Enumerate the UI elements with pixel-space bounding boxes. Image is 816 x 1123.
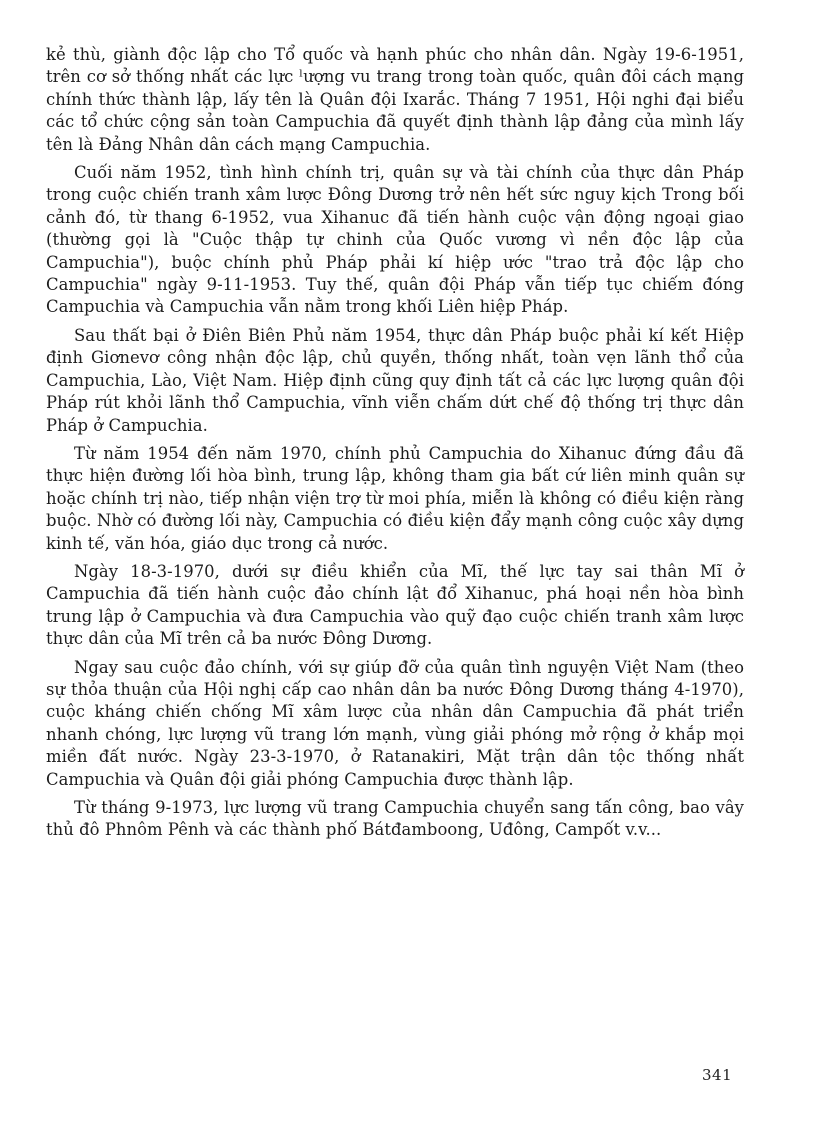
- paragraph-5: Ngày 18-3-1970, dưới sự điều khiển của Mĩ, thế lực tay sai thân Mĩ ở Campuchia đã tiến hành cuộc đảo chính lật đổ Xihanuc, phá hoại nền hòa bình trung lập ở Campuchia và đưa Campuchia vào quỹ đạo cuộc chiến tranh xâm lược thực dân của Mĩ trên cả ba nước Đông Dương.: [46, 561, 744, 649]
- paragraph-7: Từ tháng 9-1973, lực lượng vũ trang Campuchia chuyển sang tấn công, bao vây thủ đô Phnôm Pênh và các thành phố Bátđamboong, Uđông, Campốt v.v...: [46, 798, 744, 840]
- paragraph-3: Sau thất bại ở Điên Biên Phủ năm 1954, thực dân Pháp buộc phải kí kết Hiệp định Giơnevơ công nhận độc lập, chủ quyền, thống nhất, toàn vẹn lãnh thổ của Campuchia, Lào, Việt Nam. Hiệp định cũng quy định tất cả các lực lượng quân đội Pháp rút khỏi lãnh thổ Campuchia, vĩnh viễn chấm dứt chế độ thống trị thực dân Pháp ở Campuchia.: [46, 325, 744, 435]
- paragraph-4: Từ năm 1954 đến năm 1970, chính phủ Campuchia do Xihanuc đứng đầu đã thực hiện đường lối hòa bình, trung lập, không tham gia bất cứ liên minh quân sự hoặc chính trị nào, tiếp nhận viện trợ từ moi phía, miễn là không có điều kiện ràng buộc. Nhờ có đường lối này, Campuchia có điều kiện đẩy mạnh công cuộc xây dựng kinh tế, văn hóa, giáo dục trong cả nước.: [46, 443, 744, 553]
- page-number: 341: [702, 1066, 733, 1084]
- paragraph-6: Ngay sau cuộc đảo chính, với sự giúp đỡ của quân tình nguyện Việt Nam (theo sự thỏa thuận của Hội nghị cấp cao nhân dân ba nước Đông Dương tháng 4-1970), cuộc kháng chiến chống Mĩ xâm lược của nhân dân Campuchia đã phát triển nhanh chóng, lực lượng vũ trang lớn mạnh, vùng giải phóng mở rộng ở khắp mọi miền đất nước. Ngày 23-3-1970, ở Ratanakiri, Mặt trận dân tộc thống nhất Campuchia và Quân đội giải phóng Campuchia được thành lập.: [46, 657, 744, 789]
- paragraph-2: Cuối năm 1952, tình hình chính trị, quân sự và tài chính của thực dân Pháp trong cuộc chiến tranh xâm lược Đông Dương trở nên hết sức nguy kịch Trong bối cảnh đó, từ thang 6-1952, vua Xihanuc đã tiến hành cuộc vận động ngoại giao (thường gọi là "Cuộc thập tự chinh của Quốc vương vì nền độc lập của Campuchia"), buộc chính phủ Pháp phải kí hiệp ước "trao trả độc lập cho Campuchia" ngày 9-11-1953. Tuy thế, quân đội Pháp vẫn tiếp tục chiếm đóng Campuchia và Campuchia vẫn nằm trong khối Liên hiệp Pháp.: [46, 163, 744, 317]
- paragraph-1: kẻ thù, giành độc lập cho Tổ quốc và hạnh phúc cho nhân dân. Ngày 19-6-1951, trên cơ sở thống nhất các lực ˡượng vu trang trong toàn quốc, quân đôi cách mạng chính thức thành lập, lấy tên là Quân đội Ixarắc. Tháng 7 1951, Hội nghi đại biểu các tổ chức cộng sản toàn Campuchia đã quyết định thành lập đảng của mình lấy tên là Đảng Nhân dân cách mạng Campuchia.: [46, 45, 744, 154]
- page-body: [46, 44, 744, 848]
